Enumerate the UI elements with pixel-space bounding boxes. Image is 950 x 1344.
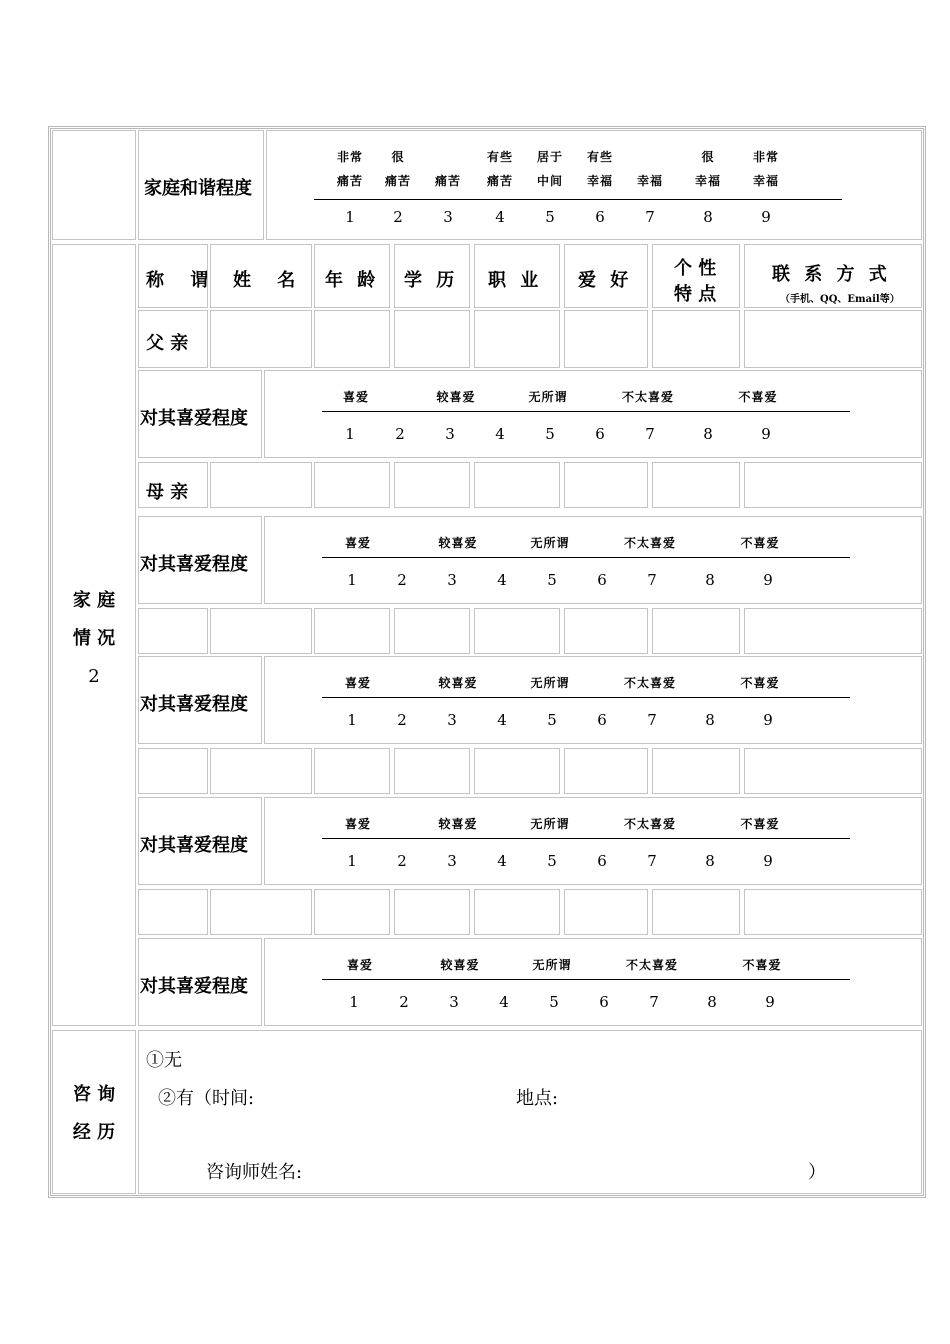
member-cell (564, 310, 648, 368)
member-cell (564, 748, 648, 794)
harmony-bottom-label: 痛苦 (486, 174, 513, 188)
fondness-number: 8 (705, 711, 715, 729)
fondness-scale-cell (264, 516, 922, 604)
header-education: 学 历 (404, 270, 459, 291)
member-cell (652, 748, 740, 794)
fondness-number: 5 (547, 852, 557, 870)
fondness-level-label: 无所谓 (530, 536, 570, 550)
member-cell (744, 608, 922, 654)
fondness-number: 4 (495, 425, 505, 443)
member-cell (474, 889, 560, 935)
header-age: 年 龄 (325, 270, 380, 291)
fondness-scale-cell (264, 797, 922, 885)
fondness-number: 6 (599, 993, 609, 1011)
member-cell (314, 748, 390, 794)
member-cell (138, 748, 208, 794)
fondness-level-label: 无所谓 (530, 676, 570, 690)
fondness-number: 4 (497, 711, 507, 729)
fondness-number: 7 (647, 852, 657, 870)
fondness-number: 5 (545, 425, 555, 443)
fondness-scale-line (322, 697, 850, 698)
fondness-number: 8 (705, 571, 715, 589)
fondness-number: 4 (497, 852, 507, 870)
fondness-number: 3 (449, 993, 459, 1011)
fondness-number: 9 (761, 425, 771, 443)
member-cell (564, 608, 648, 654)
harmony-top-label: 非常 (336, 150, 363, 164)
member-cell (474, 748, 560, 794)
harmony-number: 7 (645, 208, 655, 226)
member-cell (314, 608, 390, 654)
member-cell (210, 889, 312, 935)
fondness-level-label: 较喜爱 (438, 676, 478, 690)
harmony-number: 8 (703, 208, 713, 226)
family-label-line1: 家 庭 (72, 590, 116, 611)
header-personality-2: 特 点 (674, 284, 717, 305)
header-job: 职 业 (488, 270, 543, 291)
member-cell (314, 889, 390, 935)
header-contact: 联 系 方 式 (772, 264, 891, 285)
fondness-level-label: 不喜爱 (742, 958, 782, 972)
fondness-number: 1 (345, 425, 355, 443)
fondness-level-label: 喜爱 (344, 676, 371, 690)
fondness-number: 8 (703, 425, 713, 443)
fondness-number: 2 (395, 425, 405, 443)
fondness-number: 7 (647, 571, 657, 589)
fondness-number: 4 (499, 993, 509, 1011)
harmony-bottom-label: 幸福 (752, 174, 779, 188)
harmony-top-label: 居于 (536, 150, 563, 164)
member-cell (652, 310, 740, 368)
fondness-level-label: 喜爱 (342, 390, 369, 404)
fondness-level-label: 不太喜爱 (625, 958, 678, 972)
fondness-scale-cell (264, 370, 922, 458)
fondness-number: 7 (645, 425, 655, 443)
header-cell-age (314, 244, 390, 308)
header-cell-title (138, 244, 208, 308)
header-cell-job (474, 244, 560, 308)
harmony-bottom-label: 痛苦 (384, 174, 411, 188)
fondness-number: 3 (447, 852, 457, 870)
fondness-level-label: 不喜爱 (740, 676, 780, 690)
member-cell (394, 889, 470, 935)
member-cell (564, 462, 648, 508)
fondness-level-label: 较喜爱 (440, 958, 480, 972)
harmony-top-label: 非常 (752, 150, 779, 164)
fondness-number: 2 (397, 711, 407, 729)
consult-counselor: 咨询师姓名: (206, 1162, 303, 1183)
member-cell (394, 748, 470, 794)
header-contact-note: （手机、QQ、Email等） (780, 294, 900, 305)
member-cell (210, 748, 312, 794)
member-cell (744, 462, 922, 508)
member-cell (744, 748, 922, 794)
family-label-line3: 2 (88, 666, 100, 687)
fondness-number: 8 (707, 993, 717, 1011)
fondness-scale-line (322, 411, 850, 412)
fondness-label: 对其喜爱程度 (140, 694, 248, 715)
fondness-label: 对其喜爱程度 (140, 976, 248, 997)
fondness-level-label: 喜爱 (344, 536, 371, 550)
fondness-number: 1 (347, 711, 357, 729)
fondness-label: 对其喜爱程度 (140, 408, 248, 429)
member-cell (210, 462, 312, 508)
fondness-number: 5 (549, 993, 559, 1011)
harmony-number: 9 (761, 208, 771, 226)
header-hobby: 爱 好 (578, 270, 633, 291)
fondness-number: 5 (547, 571, 557, 589)
fondness-number: 9 (763, 571, 773, 589)
harmony-bottom-label: 幸福 (586, 174, 613, 188)
header-cell-personality (652, 244, 740, 308)
member-cell (314, 462, 390, 508)
header-personality-1: 个 性 (674, 258, 717, 279)
father-label: 父 亲 (146, 333, 189, 354)
consult-place: 地点: (516, 1088, 559, 1109)
header-title: 称 谓 (146, 270, 219, 291)
fondness-scale-line (322, 979, 850, 980)
member-cell (394, 310, 470, 368)
harmony-bottom-label: 幸福 (694, 174, 721, 188)
fondness-scale-cell (264, 938, 922, 1026)
fondness-level-label: 无所谓 (530, 817, 570, 831)
fondness-number: 9 (763, 852, 773, 870)
fondness-number: 9 (763, 711, 773, 729)
harmony-top-label: 很 (391, 150, 405, 164)
member-cell (210, 608, 312, 654)
fondness-level-label: 较喜爱 (436, 390, 476, 404)
header-cell-name (210, 244, 312, 308)
fondness-number: 6 (597, 852, 607, 870)
consult-label-line1: 咨 询 (72, 1084, 116, 1105)
fondness-number: 9 (765, 993, 775, 1011)
fondness-number: 3 (447, 571, 457, 589)
consult-option-yes: ②有（时间: (158, 1088, 255, 1109)
fondness-scale-line (322, 557, 850, 558)
member-cell (210, 310, 312, 368)
consult-label (52, 1076, 136, 1152)
harmony-bottom-label: 幸福 (636, 174, 663, 188)
harmony-bottom-label: 中间 (536, 174, 563, 188)
harmony-top-label: 很 (701, 150, 715, 164)
consult-close-paren: ） (808, 1162, 826, 1183)
member-cell (394, 608, 470, 654)
member-cell (394, 462, 470, 508)
harmony-number: 3 (443, 208, 453, 226)
harmony-label: 家庭和谐程度 (144, 178, 252, 199)
harmony-number: 6 (595, 208, 605, 226)
fondness-number: 2 (397, 852, 407, 870)
fondness-number: 1 (349, 993, 359, 1011)
fondness-level-label: 喜爱 (344, 817, 371, 831)
fondness-number: 1 (347, 852, 357, 870)
fondness-number: 8 (705, 852, 715, 870)
fondness-level-label: 不太喜爱 (623, 817, 676, 831)
member-cell (652, 608, 740, 654)
fondness-number: 2 (397, 571, 407, 589)
fondness-number: 5 (547, 711, 557, 729)
fondness-level-label: 不喜爱 (740, 536, 780, 550)
member-cell (474, 310, 560, 368)
fondness-level-label: 不太喜爱 (623, 536, 676, 550)
member-cell (744, 889, 922, 935)
fondness-number: 3 (447, 711, 457, 729)
fondness-number: 6 (595, 425, 605, 443)
fondness-level-label: 喜爱 (346, 958, 373, 972)
family-section-label (52, 582, 136, 696)
consult-label-line2: 经 历 (72, 1122, 116, 1143)
fondness-level-label: 不太喜爱 (621, 390, 674, 404)
member-cell (138, 462, 208, 508)
fondness-level-label: 较喜爱 (438, 536, 478, 550)
header-cell-contact (744, 244, 922, 308)
fondness-number: 6 (597, 571, 607, 589)
fondness-number: 2 (399, 993, 409, 1011)
fondness-number: 4 (497, 571, 507, 589)
consult-option-none: ①无 (146, 1050, 182, 1071)
header-name: 姓 名 (233, 270, 306, 291)
member-cell (138, 310, 208, 368)
harmony-top-label: 有些 (486, 150, 513, 164)
fondness-number: 7 (647, 711, 657, 729)
fondness-scale-line (322, 838, 850, 839)
fondness-scale-cell (264, 656, 922, 744)
fondness-number: 1 (347, 571, 357, 589)
harmony-number: 1 (345, 208, 355, 226)
member-cell (652, 889, 740, 935)
harmony-scale-line (314, 199, 842, 200)
harmony-number: 5 (545, 208, 555, 226)
member-cell (138, 889, 208, 935)
fondness-label: 对其喜爱程度 (140, 554, 248, 575)
member-cell (564, 889, 648, 935)
member-cell (474, 608, 560, 654)
fondness-number: 7 (649, 993, 659, 1011)
harmony-number: 4 (495, 208, 505, 226)
harmony-top-label: 有些 (586, 150, 613, 164)
fondness-label: 对其喜爱程度 (140, 835, 248, 856)
fondness-level-label: 不太喜爱 (623, 676, 676, 690)
header-cell-education (394, 244, 470, 308)
fondness-level-label: 不喜爱 (740, 817, 780, 831)
member-cell (744, 310, 922, 368)
fondness-level-label: 无所谓 (532, 958, 572, 972)
mother-label: 母 亲 (146, 482, 189, 503)
harmony-number: 2 (393, 208, 403, 226)
harmony-left-cell (52, 130, 136, 240)
harmony-bottom-label: 痛苦 (336, 174, 363, 188)
member-cell (652, 462, 740, 508)
family-label-line2: 情 况 (72, 628, 116, 649)
fondness-level-label: 无所谓 (528, 390, 568, 404)
harmony-bottom-label: 痛苦 (434, 174, 461, 188)
member-cell (314, 310, 390, 368)
fondness-number: 3 (445, 425, 455, 443)
header-cell-hobby (564, 244, 648, 308)
member-cell (474, 462, 560, 508)
member-cell (138, 608, 208, 654)
fondness-number: 6 (597, 711, 607, 729)
fondness-level-label: 不喜爱 (738, 390, 778, 404)
fondness-level-label: 较喜爱 (438, 817, 478, 831)
